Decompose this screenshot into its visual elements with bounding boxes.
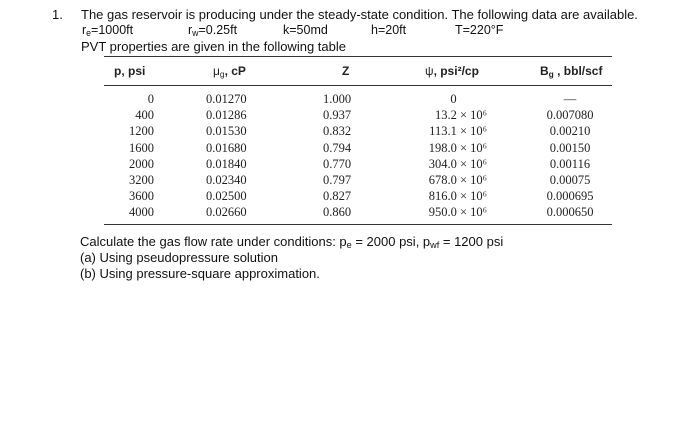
table-cell: 0.827 <box>323 189 352 204</box>
header-pseudopressure: ψ, psi²/cp <box>425 64 479 78</box>
table-cell: 13.2 × 10⁶ <box>434 108 487 123</box>
table-cell: 400 <box>135 108 154 123</box>
table-cell: 0.00210 <box>549 124 591 139</box>
table-cell: 0 <box>450 92 457 106</box>
param-temperature: T=220°F <box>455 23 504 37</box>
table-header-rule <box>104 85 612 86</box>
column-z-factor <box>323 91 383 221</box>
problem-statement: The gas reservoir is producing under the steady-state condition. The following data are available. <box>81 7 638 22</box>
table-cell: 0.01270 <box>206 92 247 106</box>
table-top-rule <box>104 56 612 57</box>
table-cell: 0.02340 <box>206 173 247 188</box>
pvt-intro: PVT properties are given in the following table <box>81 39 346 54</box>
part-a: (a) Using pseudopressure solution <box>80 250 278 265</box>
table-cell: 0.000650 <box>546 205 594 220</box>
table-cell: 4000 <box>129 205 154 220</box>
table-cell: 816.0 × 10⁶ <box>428 189 487 204</box>
table-cell: 950.0 × 10⁶ <box>428 205 487 220</box>
table-cell: 198.0 × 10⁶ <box>428 140 487 155</box>
table-cell: 0.832 <box>323 124 352 139</box>
column-gas-fvf <box>535 91 605 221</box>
column-pressure <box>110 91 154 221</box>
table-bottom-rule <box>104 224 612 225</box>
param-k: k=50md <box>283 23 328 37</box>
param-re: $r_e=1000ft$ <box>82 23 134 38</box>
table-cell: 678.0 × 10⁶ <box>428 173 487 188</box>
question-text: Calculate the gas flow rate under conditions: $p_e = 2000$ psi, $p_{wf} = 1200$ psi <box>80 234 504 250</box>
table-cell: 1600 <box>129 140 154 155</box>
table-cell: — <box>563 92 577 106</box>
header-viscosity: $\mu_g$, cP <box>213 64 246 79</box>
problem-number: 1. <box>52 7 63 22</box>
table-cell: 304.0 × 10⁶ <box>428 156 487 171</box>
table-cell: 0.01680 <box>206 140 247 155</box>
table-cell: 2000 <box>129 156 154 171</box>
header-pressure: p, psi <box>114 64 146 78</box>
table-cell: 0.01530 <box>206 124 247 139</box>
table-cell: 3200 <box>129 173 154 188</box>
param-rw: $r_w=0.25ft$ <box>188 23 238 38</box>
column-viscosity <box>206 91 276 221</box>
table-cell: 0.00075 <box>549 173 591 188</box>
table-cell: 0.797 <box>323 173 352 188</box>
table-cell: 0.00150 <box>549 140 591 155</box>
table-cell: 0.00116 <box>549 156 591 171</box>
header-z-factor: Z <box>342 64 350 78</box>
table-cell: 113.1 × 10⁶ <box>429 124 487 139</box>
table-cell: 1.000 <box>323 92 352 106</box>
table-cell: 0.007080 <box>546 108 594 123</box>
column-pseudopressure <box>400 91 487 221</box>
table-cell: 3600 <box>129 189 154 204</box>
param-h: h=20ft <box>371 23 407 37</box>
table-cell: 1200 <box>129 124 154 139</box>
table-cell: 0.01840 <box>206 156 247 171</box>
table-cell: 0.000695 <box>546 189 594 204</box>
table-cell: 0.02660 <box>206 205 247 220</box>
table-cell: 0.860 <box>323 205 352 220</box>
part-b: (b) Using pressure-square approximation. <box>80 266 320 281</box>
table-cell: 0.794 <box>323 140 352 155</box>
table-cell: 0.937 <box>323 108 352 123</box>
table-cell: 0.01286 <box>206 108 247 123</box>
table-cell: 0.770 <box>323 156 352 171</box>
header-gas-fvf: $B_g$ , bbl/scf <box>540 64 603 79</box>
table-cell: 0 <box>147 92 154 106</box>
table-cell: 0.02500 <box>206 189 247 204</box>
